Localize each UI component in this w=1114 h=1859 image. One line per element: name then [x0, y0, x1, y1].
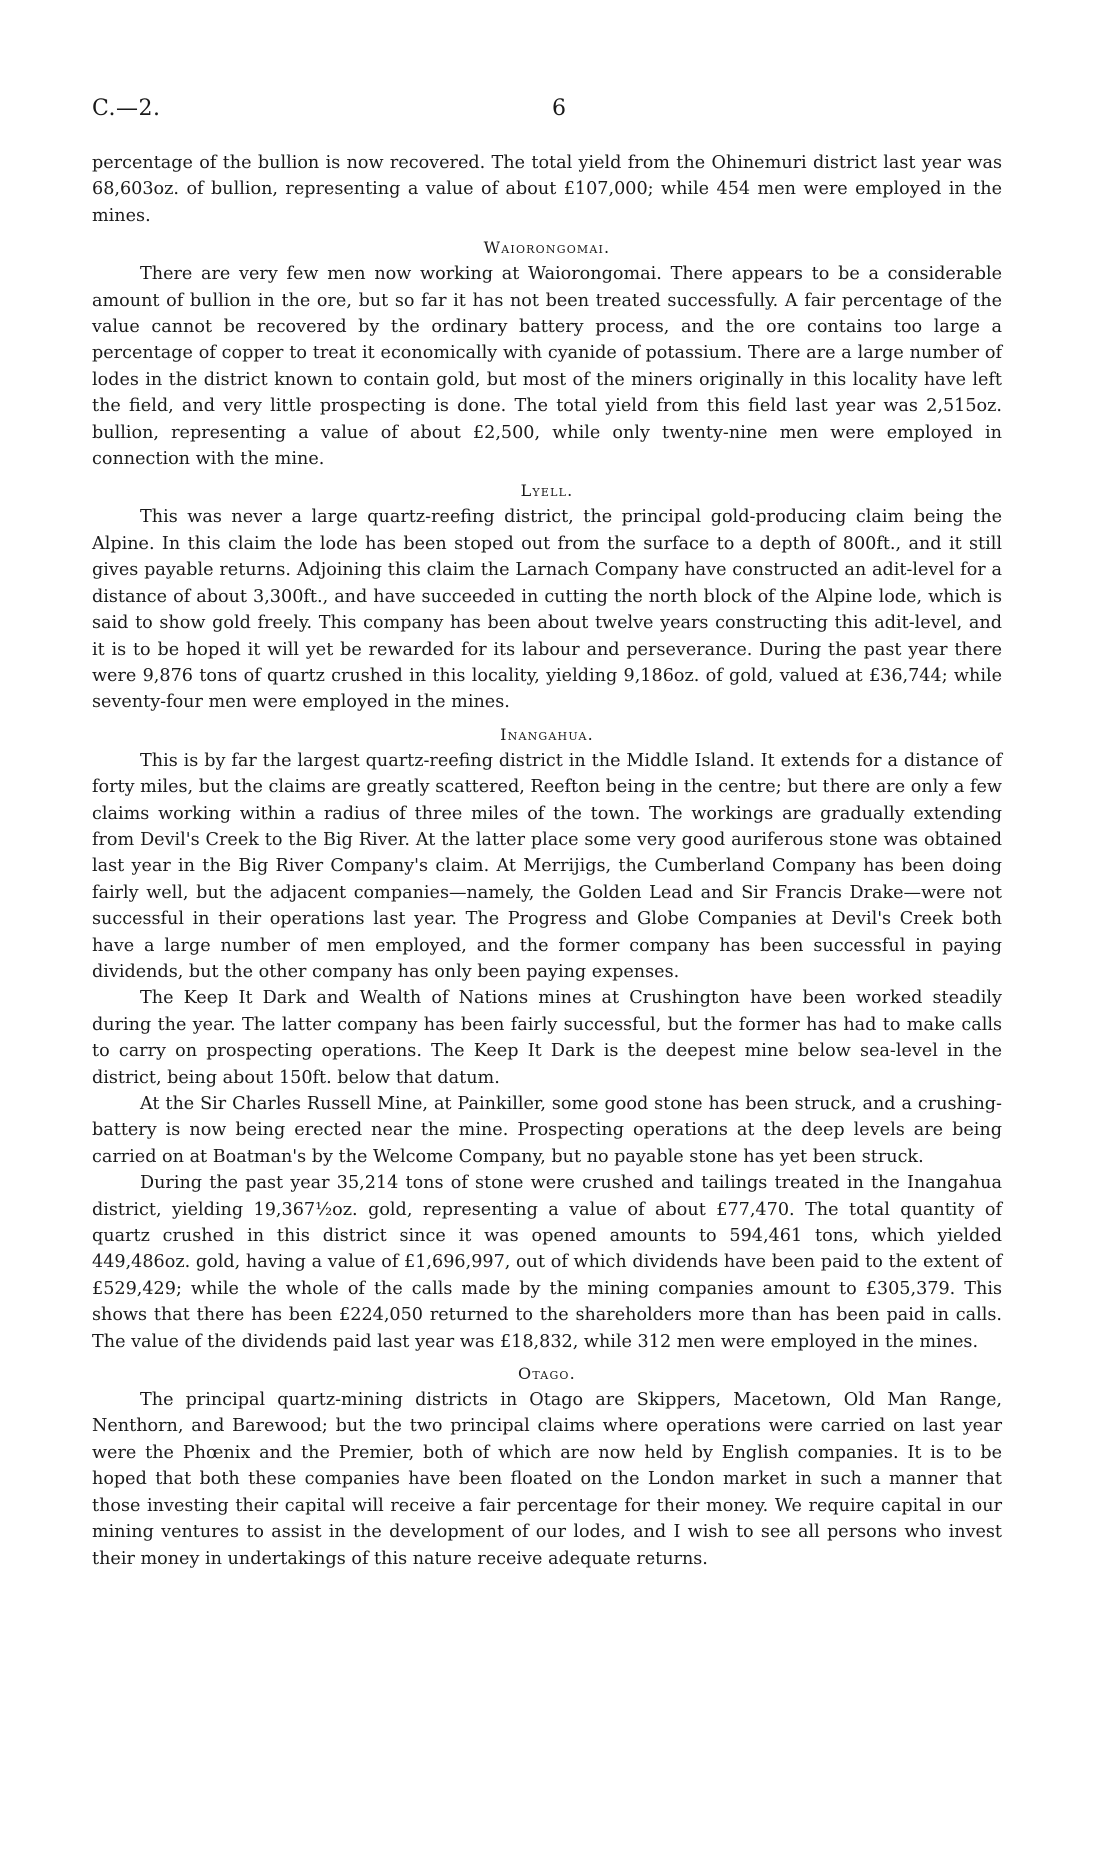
- paragraph-otago: The principal quartz-mining districts in Otago are Skippers, Macetown, Old Man Range, Nenthorn, and Barewood; but the two principal claims where operations were carried on last year were the Phœnix and the Premier, both of which are now held by English companies. It is to be hoped that both these companies have been floated on the London market in such a manner that those investing their capital will receive a fair percentage for their money. We require capital in our mining ventures to assist in the development of our lodes, and I wish to see all persons who invest their money in undertakings of this nature receive adequate returns.: [92, 1390, 1002, 1569]
- paragraph-waiorongomai: There are very few men now working at Waiorongomai. There appears to be a considerable amount of bullion in the ore, but so far it has not been treated successfully. A fair percentage of the value cannot be recovered by the ordinary battery process, and the ore contains too large a percentage of copper to treat it economically with cyanide of potassium. There are a large number of lodes in the district known to contain gold, but most of the miners originally in this locality have left the field, and very little prospecting is done. The total yield from this field last year was 2,515oz. bullion, representing a value of about £2,500, while only twenty-nine men were employed in connection with the mine.: [92, 264, 1002, 470]
- paragraph-inangahua-yield: During the past year 35,214 tons of stone were crushed and tailings treated in the Inangahua district, yielding 19,367½oz. gold, representing a value of about £77,470. The total quantity of quartz crushed in this district since it was opened amounts to 594,461 tons, which yielded 449,486oz. gold, having a value of £1,696,997, out of which dividends have been paid to the extent of £529,429; while the whole of the calls made by the mining companies amount to £305,379. This shows that there has been £224,050 returned to the shareholders more than has been paid in calls. The value of the dividends paid last year was £18,832, while 312 men were employed in the mines.: [92, 1173, 1002, 1352]
- document-reference: C.—2.: [92, 96, 161, 121]
- paragraph-lyell: This was never a large quartz-reefing district, the principal gold-producing claim being the Alpine. In this claim the lode has been stoped out from the surface to a depth of 800ft., and it still gives payable returns. Adjoining this claim the Larnach Company have constructed an adit-level for a distance of about 3,300ft., and have succeeded in cutting the north block of the Alpine lode, which is said to show gold freely. This company has been about twelve years constructing this adit-level, and it is to be hoped it will yet be rewarded for its labour and perseverance. During the past year there were 9,876 tons of quartz crushed in this locality, yielding 9,186oz. of gold, valued at £36,744; while seventy-four men were employed in the mines.: [92, 507, 1002, 713]
- section-heading-otago: Otago.: [518, 1364, 576, 1384]
- section-heading-lyell: Lyell.: [520, 481, 574, 501]
- page-body: [92, 150, 1002, 1572]
- section-heading-inangahua: Inangahua.: [500, 724, 594, 744]
- page-number: 6: [552, 96, 566, 121]
- section-heading-waiorongomai: Waiorongomai.: [483, 238, 611, 258]
- paragraph-inangahua-crushington: The Keep It Dark and Wealth of Nations mines at Crushington have been worked steadily during the year. The latter company has been fairly successful, but the former has had to make calls to carry on prospecting operations. The Keep It Dark is the deepest mine below sea-level in the district, being about 150ft. below that datum.: [92, 988, 1002, 1088]
- page-header: [92, 96, 1012, 126]
- paragraph-ohinemuri-continued: percentage of the bullion is now recovered. The total yield from the Ohinemuri district last year was 68,603oz. of bullion, representing a value of about £107,000; while 454 men were employed in the mines.: [92, 153, 1002, 226]
- paragraph-inangahua-overview: This is by far the largest quartz-reefing district in the Middle Island. It extends for a distance of forty miles, but the claims are greatly scattered, Reefton being in the centre; but there are only a few claims working within a radius of three miles of the town. The workings are gradually extending from Devil's Creek to the Big River. At the latter place some very good auriferous stone was obtained last year in the Big River Company's claim. At Merrijigs, the Cumberland Company has been doing fairly well, but the adjacent companies—namely, the Golden Lead and Sir Francis Drake—were not successful in their operations last year. The Progress and Globe Companies at Devil's Creek both have a large number of men employed, and the former company has been successful in paying dividends, but the other company has only been paying expenses.: [92, 750, 1002, 982]
- paragraph-inangahua-painkiller: At the Sir Charles Russell Mine, at Painkiller, some good stone has been struck, and a crushing-battery is now being erected near the mine. Prospecting operations at the deep levels are being carried on at Boatman's by the Welcome Company, but no payable stone has yet been struck.: [92, 1094, 1002, 1167]
